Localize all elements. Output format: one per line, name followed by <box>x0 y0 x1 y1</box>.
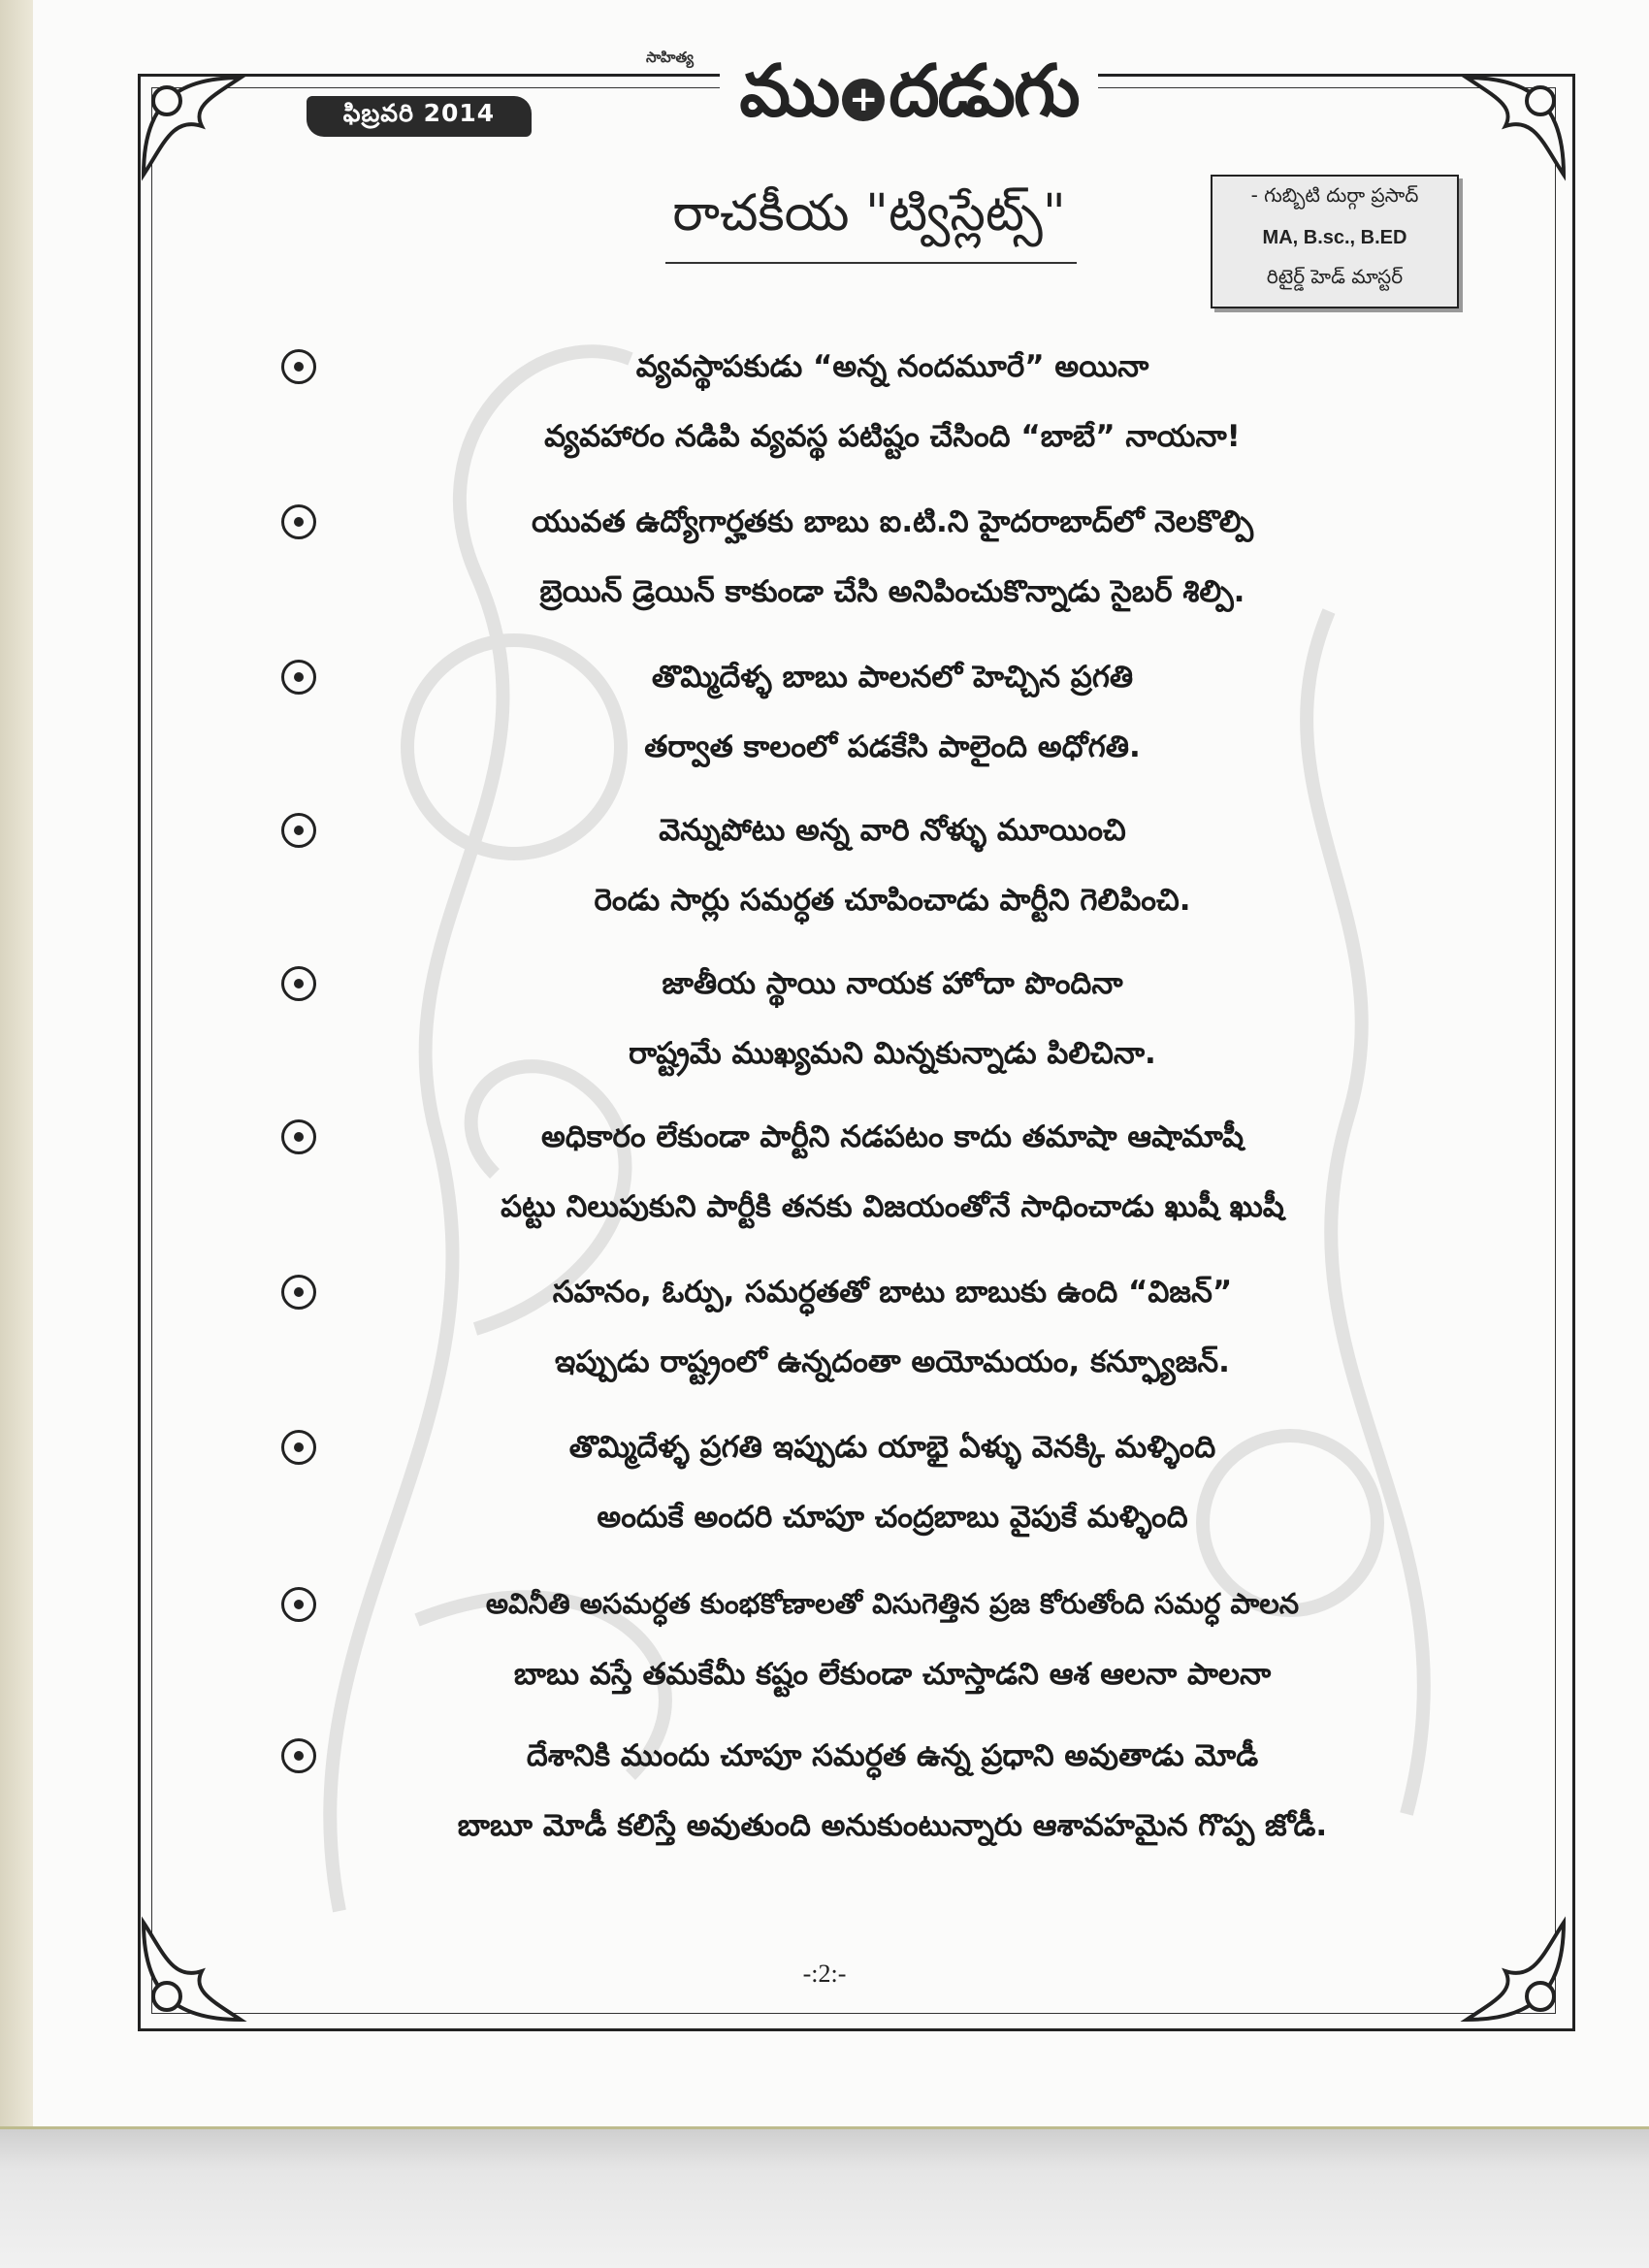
page-binding-edge <box>0 0 33 2129</box>
bullet-icon <box>281 813 316 848</box>
stanza-line-1: వ్యవస్థాపకుడు “అన్న నందమూరే” అయినా <box>635 349 1149 384</box>
stanza-line-2: రాష్ట్రమే ముఖ్యమని మిన్నకున్నాడు పిలిచినా. <box>629 1036 1156 1071</box>
magazine-title <box>720 49 1098 144</box>
bullet-icon <box>281 504 316 539</box>
stanza-line-2: పట్టు నిలుపుకుని పార్టీకి తనకు విజయంతోనే సాధించాడు ఖుషీ ఖుషీ <box>501 1189 1284 1224</box>
stanza-line-1: వెన్నుపోటు అన్న వారి నోళ్ళు మూయించి <box>659 813 1126 848</box>
issue-date-badge: ఫిబ్రవరి 2014 <box>307 96 532 137</box>
stanza-line-1: యువత ఉద్యోగార్హతకు బాబు ఐ.టి.ని హైదరాబాద్‌లో నెలకొల్పి <box>531 504 1254 539</box>
poem-title: రాచకీయ "ట్విస్లేట్స్" <box>672 184 1066 243</box>
corner-ornament-icon <box>134 68 250 184</box>
bullet-icon <box>281 966 316 1001</box>
bullet-icon <box>281 1119 316 1154</box>
bullet-icon <box>281 1275 316 1310</box>
bullet-icon <box>281 660 316 695</box>
stanza-line-2: వ్యవహారం నడిపి వ్యవస్థ పటిష్టం చేసింది “బాబే” నాయనా! <box>544 419 1241 454</box>
author-degrees: MA, B.sc., B.ED <box>1262 226 1407 248</box>
stanza-line-2: అందుకే అందరి చూపూ చంద్రబాబు వైపుకే మళ్ళింది <box>597 1500 1188 1535</box>
stanza-line-2: బ్రెయిన్ డ్రెయిన్ కాకుండా చేసి అనిపించుకొన్నాడు సైబర్ శిల్పి. <box>539 574 1245 609</box>
stanza-line-1: సహనం, ఓర్పు, సమర్ధతతో బాటు బాబుకు ఉంది “విజన్” <box>552 1275 1233 1310</box>
author-role: రిటైర్డ్ హెడ్ మాస్టర్ <box>1266 264 1404 288</box>
stanza-line-2: తర్వాత కాలంలో పడకేసి పాలైంది అధోగతి. <box>644 729 1141 764</box>
magazine-title-right: దడుగు <box>889 49 1079 133</box>
magazine-title-left: ము <box>739 49 839 133</box>
title-underline <box>665 262 1077 264</box>
stanza-line-2: ఇప్పుడు రాష్ట్రంలో ఉన్నదంతా అయోమయం, కన్ఫ్యూజన్. <box>555 1345 1230 1379</box>
author-name: - గుబ్బిటి దుర్గా ప్రసాద్ <box>1250 182 1419 207</box>
stanza-line-1: జాతీయ స్థాయి నాయక హోదా పొందినా <box>662 966 1123 1001</box>
stanza-line-1: తొమ్మిదేళ్ళ ప్రగతి ఇప్పుడు యాభై ఏళ్ళు వెనక్కి మళ్ళింది <box>568 1430 1216 1465</box>
author-box <box>1211 175 1459 308</box>
magazine-plus-icon: + <box>842 79 885 121</box>
bullet-icon <box>281 1430 316 1465</box>
stanza-line-2: బాబూ మోడీ కలిస్తే అవుతుంది అనుకుంటున్నారు ఆశావహమైన గొప్ప జోడీ. <box>457 1808 1328 1843</box>
stanza-line-1: అధికారం లేకుండా పార్టీని నడపటం కాదు తమాషా ఆషామాషీ <box>540 1119 1245 1154</box>
bullet-icon <box>281 1738 316 1773</box>
stanza-line-2: బాబు వస్తే తమకేమీ కష్టం లేకుండా చూస్తాడని ఆశ ఆలనా పాలనా <box>513 1657 1272 1692</box>
magazine-prefix: సాహిత్య <box>642 49 697 70</box>
stanza-line-1: దేశానికి ముందు చూపూ సమర్ధత ఉన్న ప్రధాని అవుతాడు మోడీ <box>526 1738 1259 1773</box>
page-number: -:2:- <box>802 1960 847 1988</box>
bullet-icon <box>281 349 316 384</box>
bullet-icon <box>281 1587 316 1622</box>
stanza-line-1: తొమ్మిదేళ్ళ బాబు పాలనలో హెచ్చిన ప్రగతి <box>651 660 1134 695</box>
stanza-line-2: రెండు సార్లు సమర్ధత చూపించాడు పార్టీని గెలిపించి. <box>594 883 1191 918</box>
corner-ornament-icon <box>1457 68 1573 184</box>
scanner-background <box>0 2129 1649 2268</box>
stanza-line-1: అవినీతి అసమర్ధత కుంభకోణాలతో విసుగెత్తిన ప్రజ కోరుతోంది సమర్ధ పాలన <box>485 1587 1300 1620</box>
